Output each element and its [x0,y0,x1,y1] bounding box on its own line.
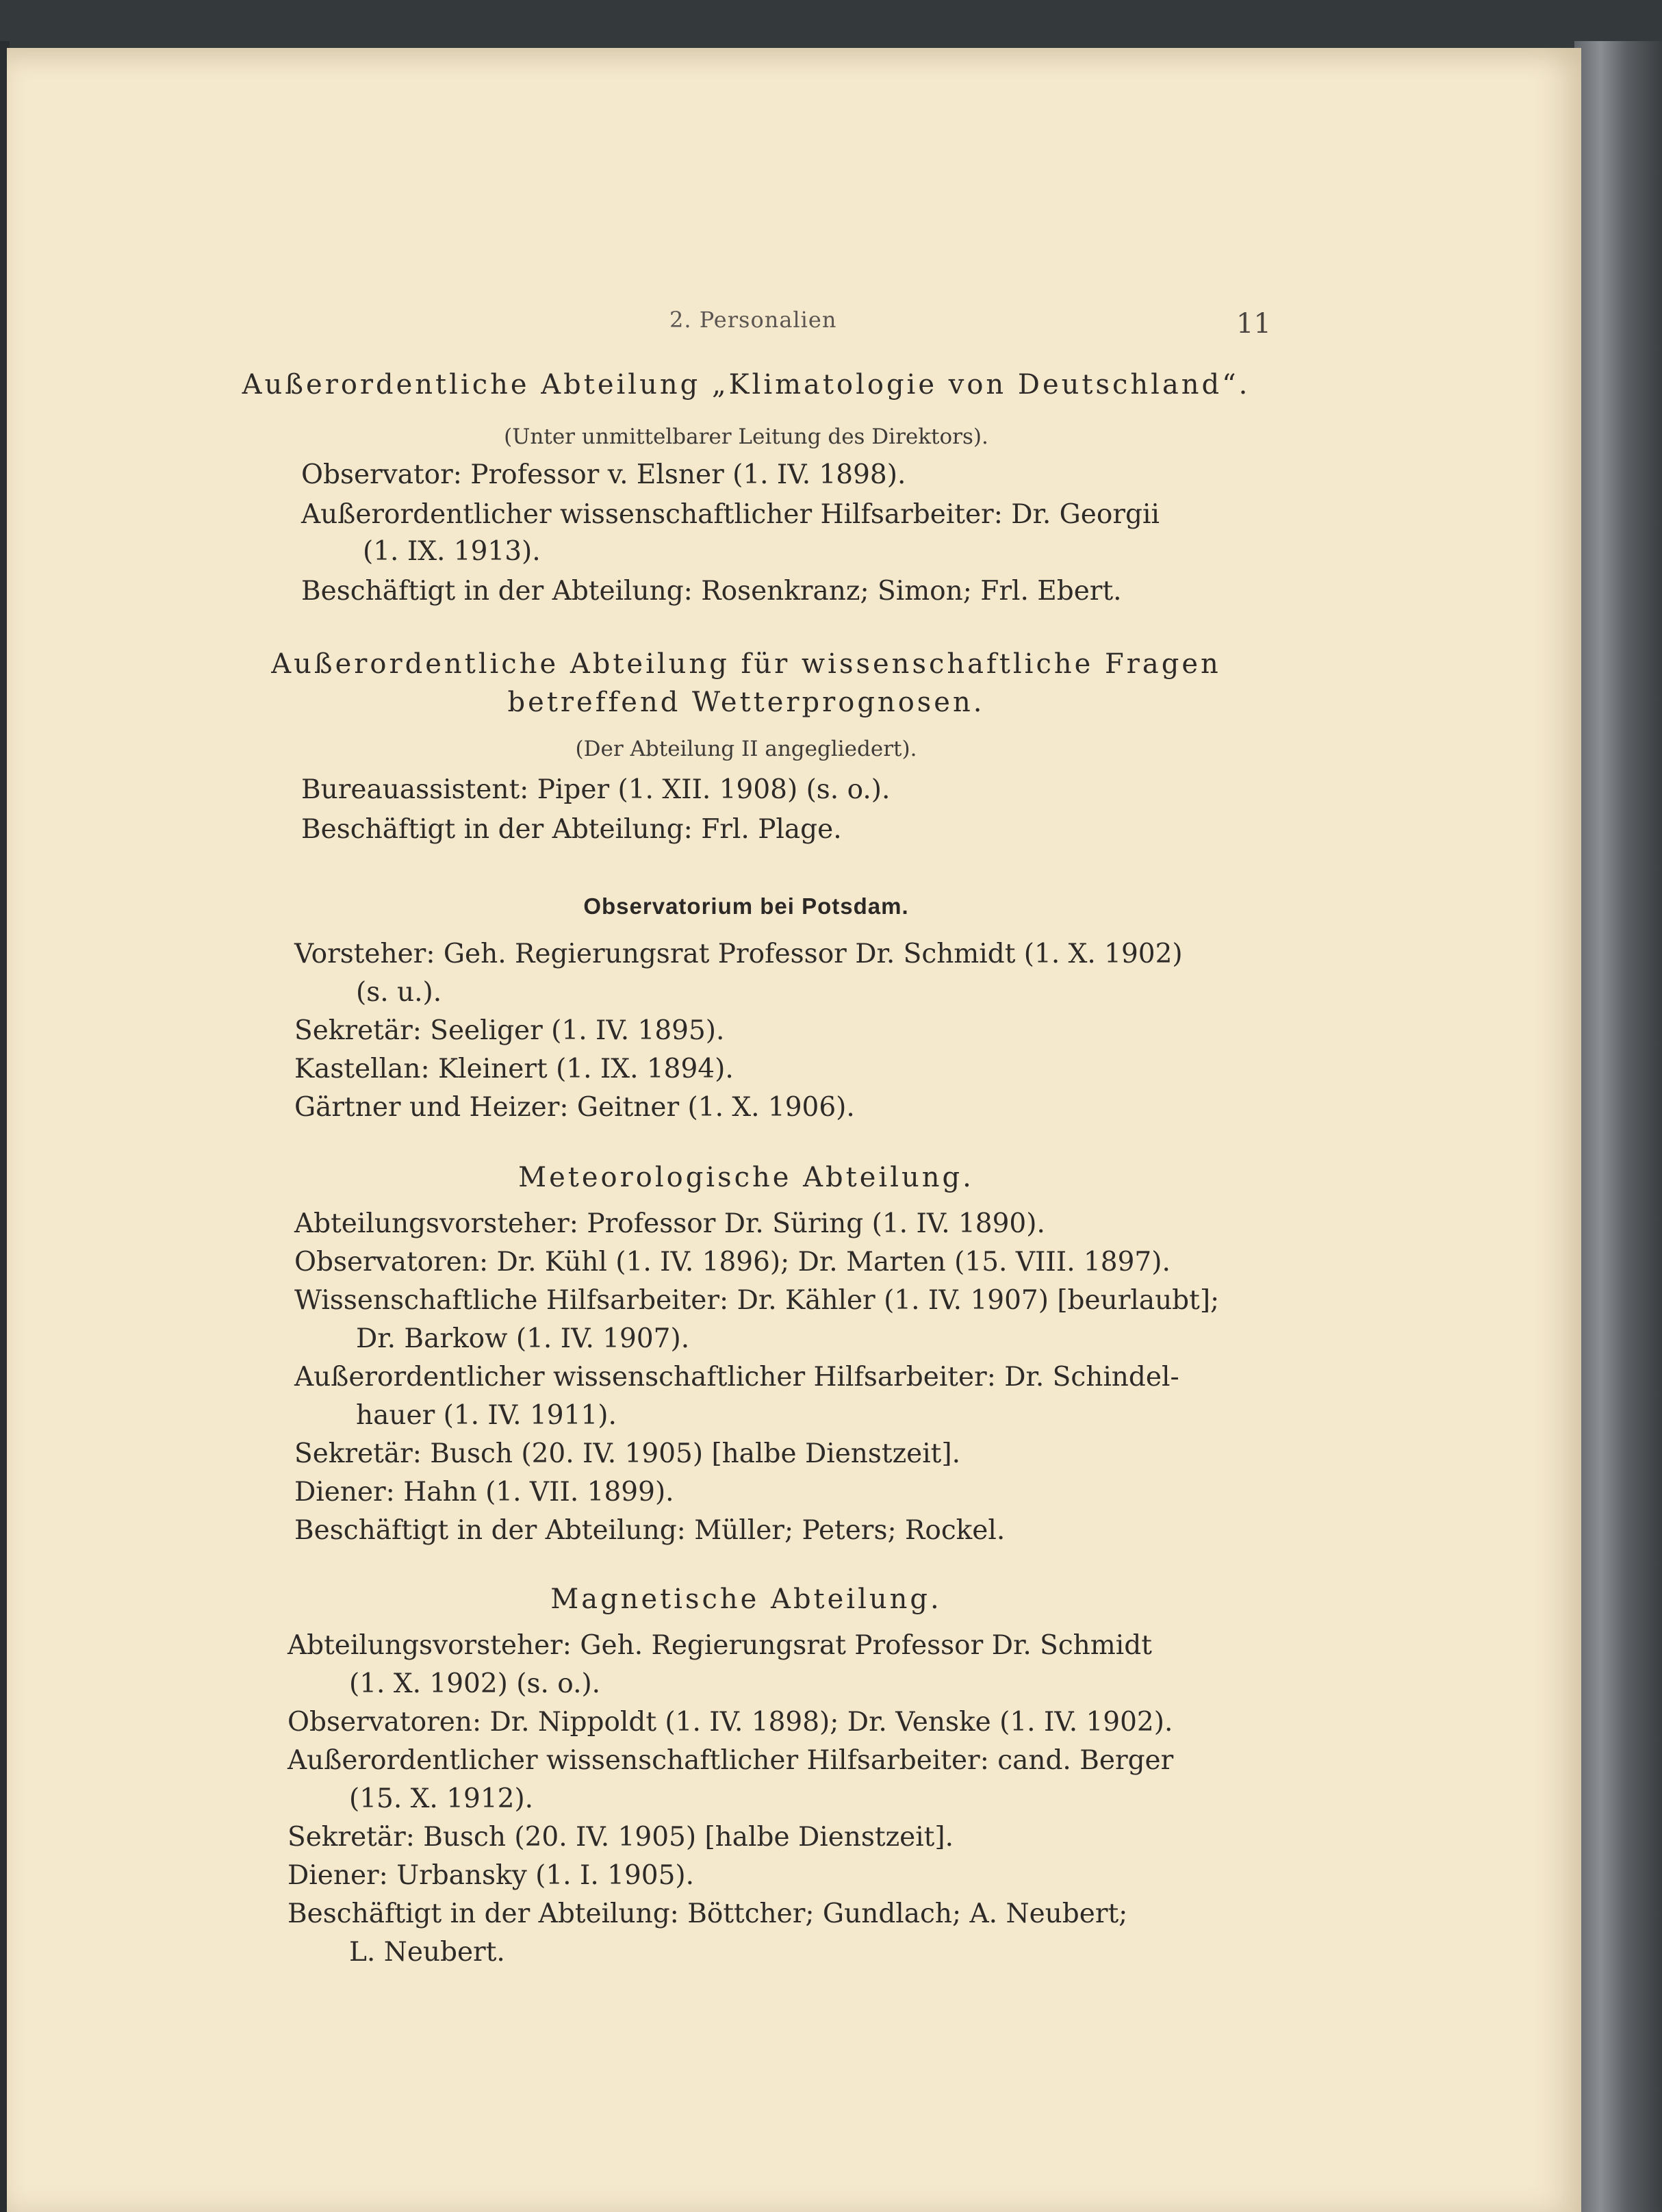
page-number: 11 [1236,308,1271,340]
entry-line: Gärtner und Heizer: Geitner (1. X. 1906). [294,1092,855,1123]
entry-line-continuation: L. Neubert. [349,1937,505,1968]
entry-line: Beschäftigt in der Abteilung: Müller; Peters; Rockel. [294,1515,1006,1546]
entry-line-continuation: (1. IX. 1913). [363,536,541,567]
section-heading-magnetische: Magnetische Abteilung. [550,1584,942,1615]
entry-line: Vorsteher: Geh. Regierungsrat Professor Dr. Schmidt (1. X. 1902) [294,939,1183,969]
entry-line: Außerordentlicher wissenschaftlicher Hilfsarbeiter: Dr. Schindel- [294,1362,1179,1393]
entry-line: Observatoren: Dr. Nippoldt (1. IV. 1898); Dr. Venske (1. IV. 1902). [287,1707,1173,1738]
entry-line: Kastellan: Kleinert (1. IX. 1894). [294,1054,734,1084]
section-subheading: (Unter unmittelbarer Leitung des Direktors). [504,424,988,449]
section-heading-klimatologie: Außerordentliche Abteilung „Klimatologie von Deutschland“. [242,369,1251,401]
entry-line: Beschäftigt in der Abteilung: Böttcher; Gundlach; A. Neubert; [287,1898,1128,1929]
entry-line: Wissenschaftliche Hilfsarbeiter: Dr. Kähler (1. IV. 1907) [beurlaubt]; [294,1285,1220,1316]
section-heading-potsdam: Observatorium bei Potsdam. [583,893,909,919]
entry-line: Abteilungsvorsteher: Geh. Regierungsrat Professor Dr. Schmidt [287,1630,1152,1661]
book-cover-top [0,0,1662,48]
entry-line: Diener: Urbansky (1. I. 1905). [287,1860,695,1891]
section-heading-wetterprognosen-cont: betreffend Wetterprognosen. [507,687,985,718]
entry-line: Beschäftigt in der Abteilung: Rosenkranz; Simon; Frl. Ebert. [301,576,1122,607]
section-heading-wetterprognosen: Außerordentliche Abteilung für wissenschaftliche Fragen [271,648,1221,680]
entry-line: Abteilungsvorsteher: Professor Dr. Süring (1. IV. 1890). [294,1208,1045,1239]
running-header: 2. Personalien [669,307,837,333]
entry-line-continuation: (15. X. 1912). [349,1783,534,1814]
book-page [7,48,1581,2212]
section-subheading: (Der Abteilung II angegliedert). [575,737,917,761]
entry-line-continuation: hauer (1. IV. 1911). [356,1400,617,1431]
entry-line: Sekretär: Seeliger (1. IV. 1895). [294,1015,725,1046]
entry-line: Sekretär: Busch (20. IV. 1905) [halbe Dienstzeit]. [287,1822,954,1853]
entry-line: Observatoren: Dr. Kühl (1. IV. 1896); Dr. Marten (15. VIII. 1897). [294,1247,1171,1277]
entry-line: Diener: Hahn (1. VII. 1899). [294,1477,674,1508]
entry-line: Bureauassistent: Piper (1. XII. 1908) (s. o.). [301,774,891,805]
entry-line: Sekretär: Busch (20. IV. 1905) [halbe Dienstzeit]. [294,1438,960,1469]
entry-line-continuation: (s. u.). [356,977,442,1008]
entry-line: Observator: Professor v. Elsner (1. IV. 1898). [301,459,906,490]
section-heading-meteorologische: Meteorologische Abteilung. [518,1162,974,1193]
book-cover-edge [1574,41,1662,2212]
entry-line: Außerordentlicher wissenschaftlicher Hilfsarbeiter: Dr. Georgii [301,499,1160,530]
entry-line: Beschäftigt in der Abteilung: Frl. Plage. [301,814,842,845]
entry-line: Außerordentlicher wissenschaftlicher Hilfsarbeiter: cand. Berger [287,1745,1174,1776]
entry-line-continuation: (1. X. 1902) (s. o.). [349,1668,601,1699]
entry-line-continuation: Dr. Barkow (1. IV. 1907). [356,1323,690,1354]
